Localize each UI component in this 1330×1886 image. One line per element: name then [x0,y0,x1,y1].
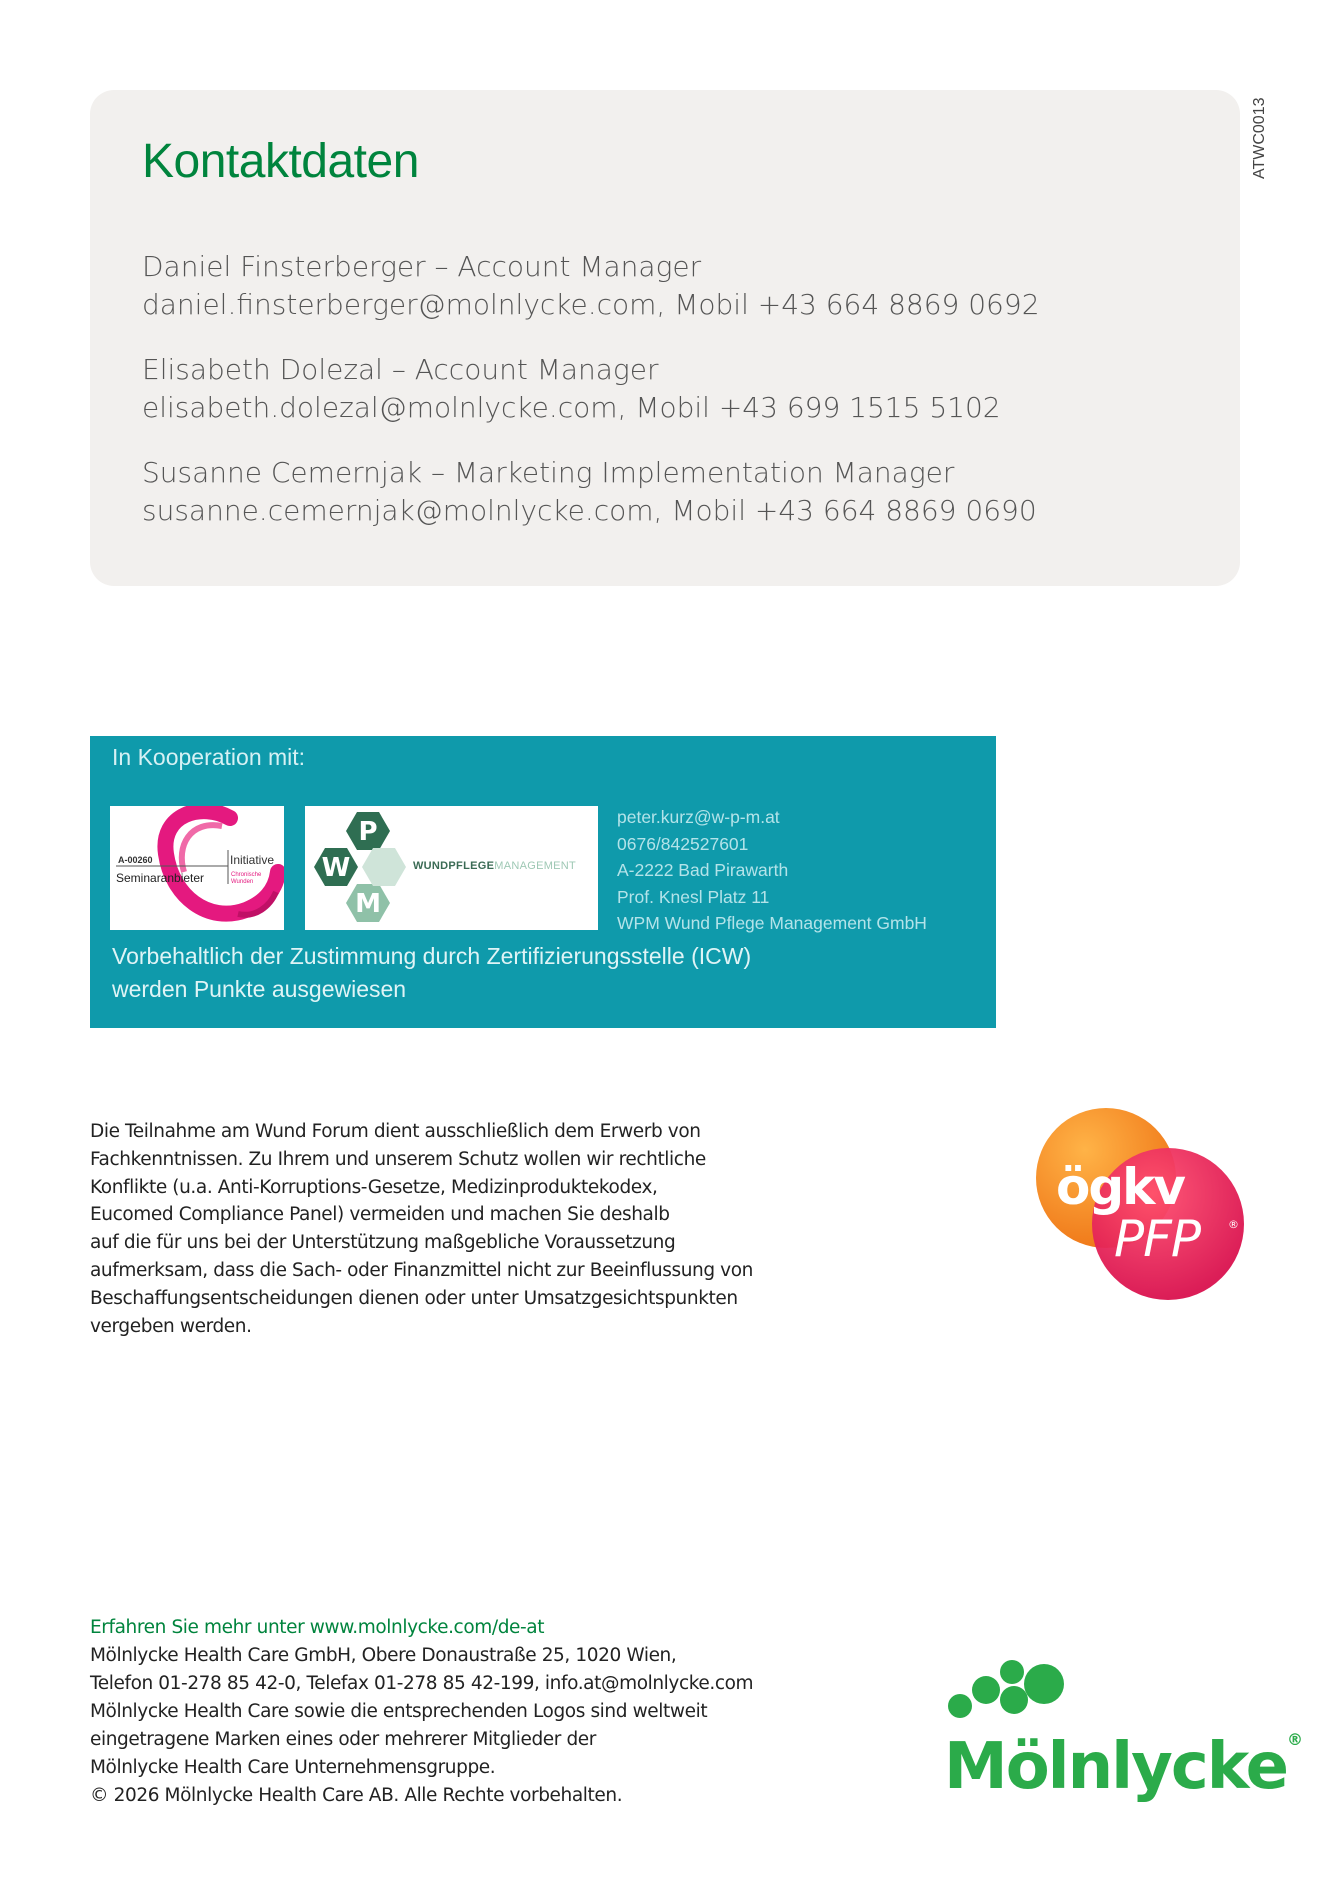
contact-item [142,454,1222,530]
contact-name: Elisabeth Dolezal – Account Manager [142,353,659,386]
disclaimer-line: aufmerksam, dass die Sach- oder Finanzmittel nicht zur Beeinflussung von [90,1259,753,1281]
molnlycke-wordmark [944,1730,1301,1804]
icw-initiative: Initiative [230,853,275,867]
cooperation-heading: In Kooperation mit: [112,744,306,770]
oegkv-pfp-logo [1034,1106,1244,1306]
contact-details: elisabeth.dolezal@molnlycke.com, Mobil +43 699 1515 5102 [142,391,1001,424]
wpm-letter-m: M [355,889,381,919]
disclaimer [90,1118,810,1340]
icw-seminar: Seminaranbieter [116,871,205,885]
cooperation-contact [617,804,927,937]
contact-name: Daniel Finsterberger – Account Manager [142,250,702,283]
disclaimer-line: Fachkenntnissen. Zu Ihrem und unserem Schutz wollen wir rechtliche [90,1148,706,1170]
cooperation-note [112,940,751,1006]
contact-name: Susanne Cemernjak – Marketing Implementation Manager [142,456,955,489]
disclaimer-line: vergeben werden. [90,1315,252,1337]
disclaimer-line: auf die für uns bei der Unterstützung maßgebliche Voraussetzung [90,1232,676,1254]
footer [90,1614,850,1810]
oegkv-text: ögkv [1056,1158,1184,1216]
wpm-hexagons [305,806,415,930]
molnlycke-dots-icon [944,1660,1274,1740]
cooperation-company: WPM Wund Pflege Management GmbH [617,913,927,933]
document-code: ATWC0013 [1251,97,1268,179]
cooperation-email: peter.kurz@w-p-m.at [617,807,780,827]
footer-line: eingetragene Marken eines oder mehrerer Mitglieder der [90,1729,596,1750]
cooperation-street: Prof. Knesl Platz 11 [617,886,770,907]
wpm-letter-w: W [321,853,351,883]
pfp-registered: ® [1228,1218,1239,1231]
footer-line: Mölnlycke Health Care sowie die entsprechenden Logos sind weltweit [90,1701,708,1722]
wpm-letter-p: P [358,817,378,847]
footer-line: Mölnlycke Health Care Unternehmensgruppe. [90,1757,496,1778]
wpm-name-light: MANAGEMENT [494,860,577,872]
cooperation-phone: 0676/842527601 [617,833,749,854]
molnlycke-logo [944,1660,1301,1810]
icw-code: A-00260 [118,855,153,865]
contact-item [142,248,1222,324]
footer-line: Mölnlycke Health Care GmbH, Obere Donaustraße 25, 1020 Wien, [90,1645,677,1666]
footer-more-info-link[interactable]: Erfahren Sie mehr unter www.molnlycke.com/de-at [90,1617,545,1638]
molnlycke-name: Mölnlycke [944,1730,1287,1804]
cooperation-note-line: werden Punkte ausgewiesen [112,976,407,1002]
footer-line: © 2026 Mölnlycke Health Care AB. Alle Rechte vorbehalten. [90,1785,623,1806]
disclaimer-line: Beschaffungsentscheidungen dienen oder unter Umsatzgesichtspunkten [90,1287,738,1309]
icw-wunden: Wunden [231,879,254,885]
contact-list [142,248,1222,557]
icw-chronische: Chronische [231,872,262,878]
cooperation-city: A-2222 Bad Pirawarth [617,860,789,880]
wpm-name-bold: WUNDPFLEGE [413,860,495,872]
disclaimer-line: Die Teilnahme am Wund Forum dient ausschließlich dem Erwerb von [90,1121,701,1142]
wpm-logo [305,806,598,930]
wpm-name [413,860,576,872]
pfp-text: PFP [1114,1210,1201,1268]
contact-details: susanne.cemernjak@molnlycke.com, Mobil +43 664 8869 0690 [142,494,1037,527]
oegkv-pfp-graphic [1034,1106,1244,1306]
contact-title: Kontaktdaten [142,135,419,188]
contact-card [90,90,1240,586]
disclaimer-line: Eucomed Compliance Panel) vermeiden und machen Sie deshalb [90,1204,670,1226]
molnlycke-registered: ® [1287,1730,1301,1749]
icw-logo-graphic [110,806,284,930]
disclaimer-line: Konflikte (u.a. Anti-Korruptions-Gesetze, Medizinproduktekodex, [90,1176,658,1198]
contact-details: daniel.finsterberger@molnlycke.com, Mobil +43 664 8869 0692 [142,288,1040,321]
cooperation-box [90,736,996,1028]
cooperation-note-line: Vorbehaltlich der Zustimmung durch Zertifizierungsstelle (ICW) [112,943,752,969]
icw-logo [110,806,284,930]
footer-line: Telefon 01-278 85 42-0, Telefax 01-278 85 42-199, info.at@molnlycke.com [90,1673,754,1694]
contact-item [142,351,1222,427]
